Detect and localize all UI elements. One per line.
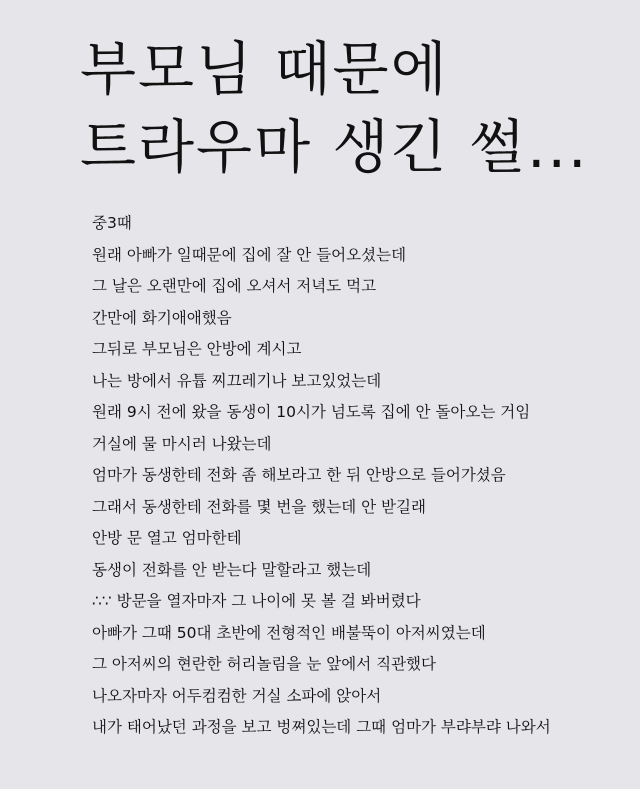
story-line: ∴∵ 방문을 열자마자 그 나이에 못 볼 걸 봐버렸다 [92,592,421,610]
title-line: 부모님 때문에 [80,35,449,103]
story-line: 그뒤로 부모님은 안방에 계시고 [92,340,302,358]
story-line: 안방 문 열고 엄마한테 [92,529,242,547]
story-line: 거실에 물 마시러 나왔는데 [92,434,272,453]
story-line: 엄마가 동생한테 전화 좀 해보라고 한 뒤 안방으로 들어가셨음 [92,466,506,484]
story-line: 내가 태어났던 과정을 보고 벙쪄있는데 그때 엄마가 부랴부랴 나와서 [92,718,551,736]
story-line: 동생이 전화를 안 받는다 말할라고 했는데 [92,560,372,579]
story-line: 중3때 [92,214,132,232]
story-line: 아빠가 그때 50대 초반에 전형적인 배불뚝이 아저씨였는데 [92,623,486,642]
story-line: 원래 9시 전에 왔을 동생이 10시가 넘도록 집에 안 돌아오는 거임 [92,403,531,421]
story-line: 나는 방에서 유튭 찌끄레기나 보고있었는데 [92,371,382,390]
post-title [80,30,620,186]
story-line: 원래 아빠가 일때문에 집에 잘 안 들어오셨는데 [92,245,407,264]
story-line: 그 아저씨의 현란한 허리놀림을 눈 앞에서 직관했다 [92,655,436,673]
title-line: 트라우마 생긴 썰... [80,113,589,181]
story-line: 나오자마자 어두컴컴한 거실 소파에 앉아서 [92,686,382,705]
story-line: 그래서 동생한테 전화를 몇 번을 했는데 안 받길래 [92,497,426,516]
story-line: 간만에 화기애애했음 [92,308,232,327]
story-body [92,208,632,744]
story-line: 그 날은 오랜만에 집에 오셔서 저녁도 먹고 [92,277,377,295]
